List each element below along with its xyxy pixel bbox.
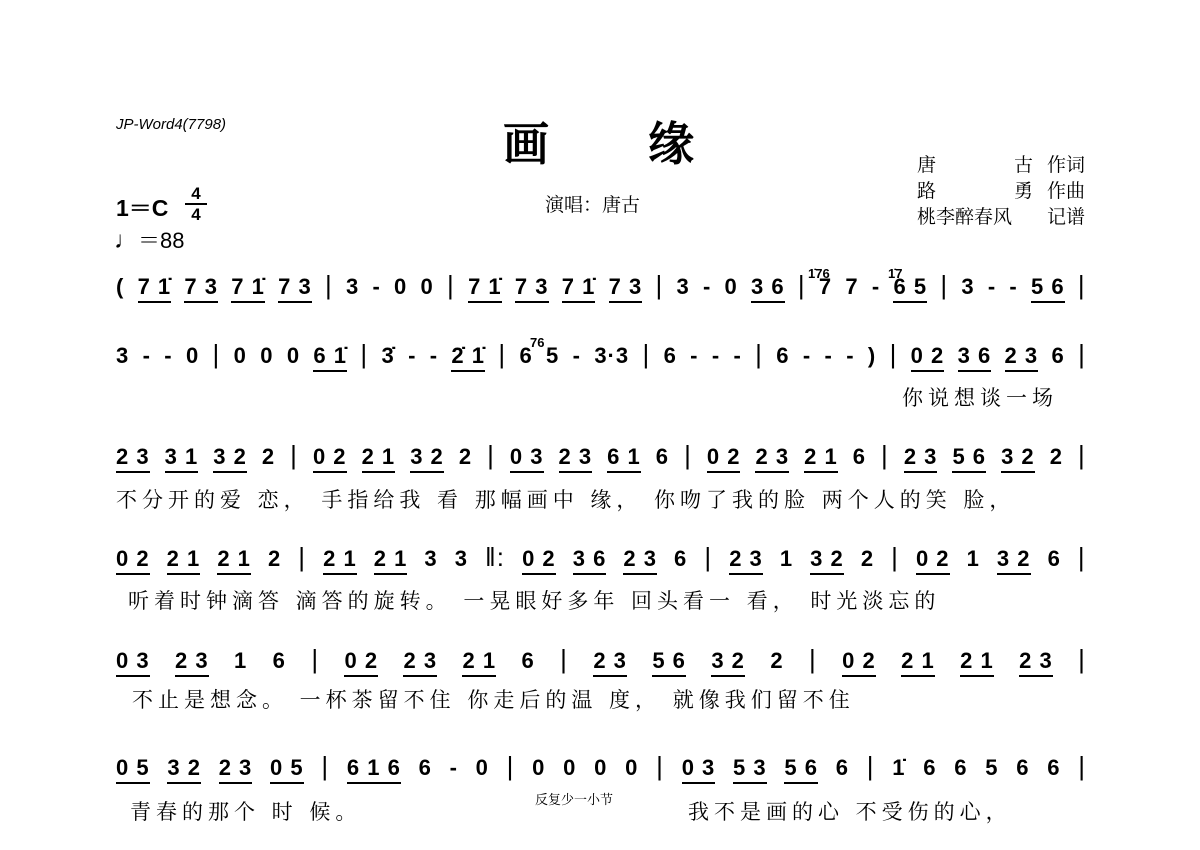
note-token: 0 2 <box>116 546 150 575</box>
note-token: 0 <box>185 343 200 368</box>
bar-line: | <box>656 751 664 781</box>
note-token: 2 3 <box>403 648 437 677</box>
singer-credit: 演唱：唐古 <box>545 194 641 216</box>
note-token: 0 <box>724 274 738 299</box>
lyrics-row-3: 不分开的爱 恋， 手指给我 看 那幅画中 缘， 你吻了我的脸 两个人的笑 脸， <box>116 488 1016 512</box>
title-char-1: 画 <box>503 117 549 171</box>
note-token: 6 1̇ <box>313 343 347 372</box>
note-token: 3 2 <box>410 444 444 473</box>
note-token: - <box>871 274 881 299</box>
note-token: 6 <box>655 444 670 469</box>
note-token: 2 3 <box>116 444 150 473</box>
quarter-note-icon: ♩ <box>114 227 138 254</box>
bar-line: | <box>655 270 664 300</box>
transcriber-name: 桃李醉春风 <box>917 206 1013 228</box>
note-token: 0 3 <box>682 755 716 784</box>
bar-line: | <box>298 542 307 572</box>
note-token: 0 <box>394 274 408 299</box>
bar-line: | <box>891 542 899 572</box>
note-token: 2 <box>1049 444 1063 469</box>
note-token: 2 3 <box>593 648 627 677</box>
note-token: 1 <box>234 648 248 673</box>
note-token: 6 <box>272 648 286 673</box>
note-token: 0 2 <box>842 648 876 677</box>
note-token: - <box>572 343 581 368</box>
bar-line: ‖: <box>485 542 506 572</box>
note-token: 6 <box>954 755 968 780</box>
note-token: ( <box>116 274 125 299</box>
note-token: 3 2 <box>997 546 1031 575</box>
note-token: 3 1 <box>165 444 199 473</box>
note-token: - <box>372 274 381 299</box>
bar-line: | <box>940 270 949 300</box>
note-token: 3 <box>961 274 975 299</box>
grace-notes-2: 1̇7 <box>888 266 903 281</box>
note-token: 5 6 <box>784 755 818 784</box>
note-token: - <box>987 274 997 299</box>
lyrics-row-4: 听着时钟滴答 滴答的旋转。 一晃眼好多年 回头看一 看， 时光淡忘的 <box>128 589 941 613</box>
note-token: 6 1 <box>607 444 641 473</box>
note-token: 2 3 <box>1019 648 1053 677</box>
bar-line: | <box>808 644 817 674</box>
transcriber-credit <box>917 202 1085 229</box>
note-token: 2 3 <box>904 444 938 473</box>
note-token: 7 3 <box>515 274 549 303</box>
note-token: 7 3 <box>278 274 312 303</box>
note-token: - <box>164 343 173 368</box>
key-signature: 1＝C <box>116 195 169 221</box>
note-token: 2 3 <box>559 444 593 473</box>
note-token: - <box>142 343 151 368</box>
bar-line: | <box>360 339 369 369</box>
bar-line: | <box>324 270 333 300</box>
note-token: 0 5 <box>270 755 304 784</box>
bar-line: | <box>447 270 455 300</box>
note-token: 0 2 <box>911 343 945 372</box>
grace-notes-1: 1̇76 <box>808 266 830 281</box>
tempo-value: ＝88 <box>138 228 185 253</box>
note-token: 2 <box>261 444 276 469</box>
note-token: 6 1 6 <box>347 755 401 784</box>
bar-line: | <box>1077 270 1086 300</box>
transcriber-role: 记谱 <box>1046 206 1085 228</box>
note-token: 0 2 <box>916 546 950 575</box>
note-token: 3 6 <box>958 343 992 372</box>
lyrics-row-6-left: 青春的那个 时 候。 <box>130 800 362 824</box>
note-token: 0 2 <box>313 444 347 473</box>
note-token: 7 1̇ <box>231 274 265 303</box>
note-token: 6 <box>663 343 677 368</box>
composer-credit <box>917 176 1085 203</box>
note-token: 5 6 <box>952 444 986 473</box>
note-token: 7 1̇ <box>138 274 172 303</box>
time-signature-top: 4 <box>191 184 201 203</box>
bar-line: | <box>889 339 898 369</box>
note-token: 0 2 <box>707 444 741 473</box>
note-token: 6 <box>776 343 790 368</box>
note-token: 6 <box>852 444 866 469</box>
bar-line: | <box>1078 339 1086 369</box>
note-token: 7 <box>845 274 859 299</box>
note-token: 7 3 <box>609 274 643 303</box>
note-token: 6 <box>1047 755 1061 780</box>
note-token: - <box>846 343 855 368</box>
note-token: 2 1 <box>960 648 994 677</box>
note-token: - <box>802 343 812 368</box>
time-signature-bottom: 4 <box>191 205 201 224</box>
bar-line: | <box>1077 440 1086 470</box>
note-token: 3 <box>676 274 690 299</box>
note-token: 2 3 <box>729 546 763 575</box>
bar-line: | <box>1078 751 1086 781</box>
note-token: 2 3 <box>623 546 657 575</box>
note-token: - <box>733 343 742 368</box>
note-token: 2 3 <box>175 648 209 677</box>
note-token: 3·3 <box>594 343 630 368</box>
bar-line: | <box>487 440 495 470</box>
note-token: - <box>824 343 833 368</box>
lyrics-row-6-right: 我不是画的心 不受伤的心， <box>688 800 1012 824</box>
note-token: 6 <box>1016 755 1030 780</box>
note-token: 0 <box>260 343 274 368</box>
note-token: 3̇ <box>381 343 395 368</box>
note-token: 0 <box>532 755 546 780</box>
repeat-note: 反复少一小节 <box>535 793 614 808</box>
bar-line: | <box>560 644 568 674</box>
note-token: 0 <box>420 274 434 299</box>
note-token: 6 <box>1047 546 1061 571</box>
note-token: 3 2 <box>711 648 745 677</box>
bar-line: | <box>498 339 507 369</box>
bar-line: | <box>1077 542 1086 572</box>
note-token: 7 1̇ <box>562 274 596 303</box>
note-token: - <box>429 343 439 368</box>
lyrics-row-5: 不止是想念。 一杯茶留不住 你走后的温 度， 就像我们留不住 <box>132 688 855 712</box>
bar-line: | <box>506 751 515 781</box>
note-token: 3 2 <box>1001 444 1035 473</box>
bar-line: | <box>704 542 713 572</box>
lyricist-name-2: 古 <box>1013 154 1033 176</box>
note-token: 2 1 <box>804 444 838 473</box>
note-token: 7 3 <box>184 274 218 303</box>
note-token: 2 1 <box>362 444 396 473</box>
note-token: - <box>449 755 458 780</box>
note-token: 0 3 <box>116 648 150 677</box>
note-token: 6 5 <box>893 274 927 303</box>
bar-line: | <box>755 339 763 369</box>
note-token: 0 <box>625 755 639 780</box>
note-token: 6 <box>923 755 937 780</box>
note-token: 2 <box>860 546 875 571</box>
note-token: 2 <box>458 444 473 469</box>
source-label: JP-Word4(7798) <box>116 116 227 133</box>
note-token: 3 <box>424 546 438 571</box>
note-token: 1 <box>779 546 794 571</box>
note-token: 0 3 <box>510 444 544 473</box>
note-token: 3 <box>454 546 468 571</box>
lyrics-row-2: 你说想谈一场 <box>902 386 1058 410</box>
note-token: 0 5 <box>116 755 150 784</box>
composer-name-2: 勇 <box>1013 180 1033 202</box>
note-token: 2 1 <box>462 648 496 677</box>
note-token: 5 3 <box>733 755 767 784</box>
bar-line: | <box>642 339 651 369</box>
composer-name-1: 路 <box>917 180 937 202</box>
note-token: 2 1 <box>323 546 357 575</box>
lyricist-role: 作词 <box>1046 154 1085 176</box>
note-token: 3 6 <box>751 274 785 303</box>
tempo-marking <box>114 224 184 255</box>
bar-line: | <box>684 440 692 470</box>
note-token: 3 2 <box>213 444 247 473</box>
note-token: 2 <box>770 648 784 673</box>
bar-line: | <box>212 339 221 369</box>
lyricist-credit <box>917 150 1085 177</box>
note-token: 2 3 <box>219 755 253 784</box>
composer-role: 作曲 <box>1046 180 1085 202</box>
bar-line: | <box>290 440 298 470</box>
note-token: 0 <box>286 343 301 368</box>
note-token: 2 1 <box>217 546 251 575</box>
note-token: 6 <box>519 343 533 368</box>
bar-line: | <box>1078 644 1086 674</box>
bar-line: | <box>881 440 889 470</box>
score-row-5 <box>116 644 1086 677</box>
note-token: 0 <box>594 755 608 780</box>
note-token: 3 <box>116 343 130 368</box>
note-token: 3 2 <box>810 546 844 575</box>
score-row-6 <box>116 751 1086 784</box>
note-token: 5 <box>985 755 999 780</box>
note-token: 2 3 <box>1005 343 1039 372</box>
note-token: 3 <box>345 274 360 299</box>
grace-notes-3: 76 <box>530 335 545 350</box>
note-token: 5 6 <box>652 648 686 677</box>
title-char-2: 缘 <box>648 117 694 171</box>
score-row-3 <box>116 440 1086 473</box>
note-token: 2 <box>267 546 282 571</box>
note-token: 3 2 <box>167 755 201 784</box>
bar-line: | <box>321 751 330 781</box>
note-token: 6 <box>521 648 535 673</box>
note-token: 1̇ <box>892 755 906 780</box>
lyricist-name-1: 唐 <box>917 154 937 176</box>
note-token: 6 <box>674 546 688 571</box>
note-token: 6 <box>835 755 849 780</box>
note-token: 0 <box>475 755 489 780</box>
note-token: - <box>702 274 712 299</box>
note-token: 0 2 <box>522 546 556 575</box>
bar-line: | <box>866 751 875 781</box>
note-token: - <box>711 343 721 368</box>
bar-line: | <box>311 644 320 674</box>
note-token: - <box>690 343 699 368</box>
note-token: 5 6 <box>1031 274 1065 303</box>
note-token: 7 1̇ <box>468 274 502 303</box>
note-token: 2 1 <box>167 546 201 575</box>
note-token: ) <box>867 343 877 368</box>
note-token: 1 <box>966 546 980 571</box>
note-token: 2 1 <box>901 648 935 677</box>
time-signature <box>185 185 207 223</box>
note-token: 2 3 <box>755 444 789 473</box>
note-token: 7 <box>818 274 833 299</box>
note-token: 6 <box>1051 343 1065 368</box>
note-token: - <box>408 343 417 368</box>
note-token: 6 <box>418 755 432 780</box>
note-token: 0 2 <box>344 648 378 677</box>
note-token: 0 <box>563 755 577 780</box>
note-token: 3 6 <box>573 546 607 575</box>
note-token: 2 1 <box>374 546 408 575</box>
note-token: 5 <box>546 343 560 368</box>
score-row-4 <box>116 542 1086 575</box>
note-token: - <box>1009 274 1018 299</box>
note-token: 2̇ 1̇ <box>451 343 485 372</box>
note-token: 0 <box>233 343 247 368</box>
bar-line: | <box>797 270 806 300</box>
